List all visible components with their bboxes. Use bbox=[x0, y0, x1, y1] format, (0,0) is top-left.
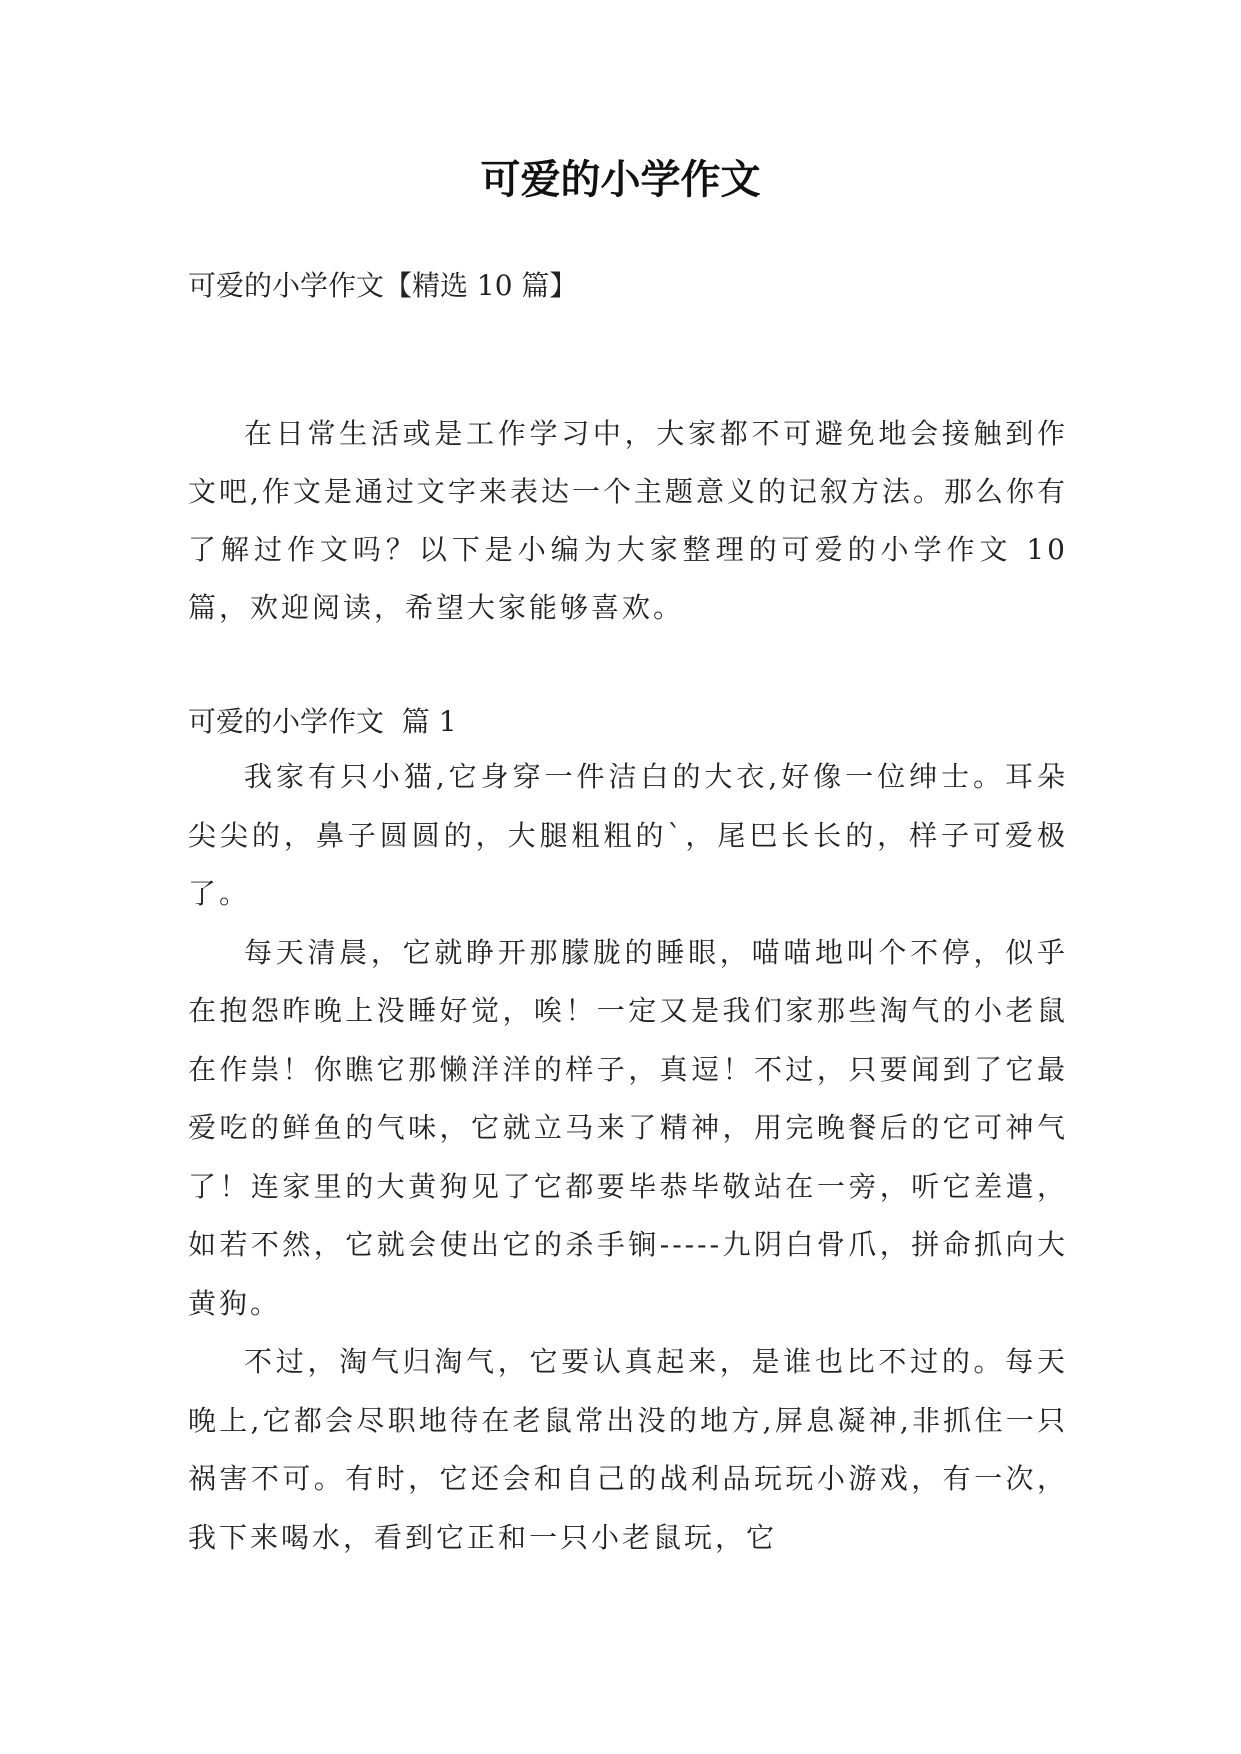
essay-paragraph-3: 不过，淘气归淘气，它要认真起来，是谁也比不过的。每天晚上,它都会尽职地待在老鼠常出没的地方,屏息凝神,非抓住一只祸害不可。有时，它还会和自己的战利品玩玩小游戏，有一次，我下来喝水，看到它正和一只小老鼠玩，它 bbox=[188, 1345, 1068, 1554]
essay-paragraph-2: 每天清晨，它就睁开那朦胧的睡眼，喵喵地叫个不停，似乎在抱怨昨晚上没睡好觉，唉！一定又是我们家那些淘气的小老鼠在作祟！你瞧它那懒洋洋的样子，真逗！不过，只要闻到了它最爱吃的鲜鱼的气味，它就立马来了精神，用完晚餐后的它可神气了！连家里的大黄狗见了它都要毕恭毕敬站在一旁，听它差遣，如若不然，它就会使出它的杀手锏-----九阴白骨爪，拼命抓向大黄狗。 bbox=[188, 935, 1068, 1320]
intro-paragraph: 在日常生活或是工作学习中，大家都不可避免地会接触到作文吧,作文是通过文字来表达一个主题意义的记叙方法。那么你有了解过作文吗？以下是小编为大家整理的可爱的小学作文 10 篇，欢迎阅读，希望大家能够喜欢。 bbox=[188, 417, 1068, 624]
essay-body bbox=[188, 748, 1068, 1567]
section-heading: 可爱的小学作文 篇 1 bbox=[188, 705, 457, 738]
document-subtitle: 可爱的小学作文【精选 10 篇】 bbox=[188, 269, 578, 302]
essay-paragraph-1: 我家有只小猫,它身穿一件洁白的大衣,好像一位绅士。耳朵尖尖的，鼻子圆圆的，大腿粗粗的`，尾巴长长的，样子可爱极了。 bbox=[188, 760, 1068, 910]
document-title: 可爱的小学作文 bbox=[480, 156, 761, 203]
